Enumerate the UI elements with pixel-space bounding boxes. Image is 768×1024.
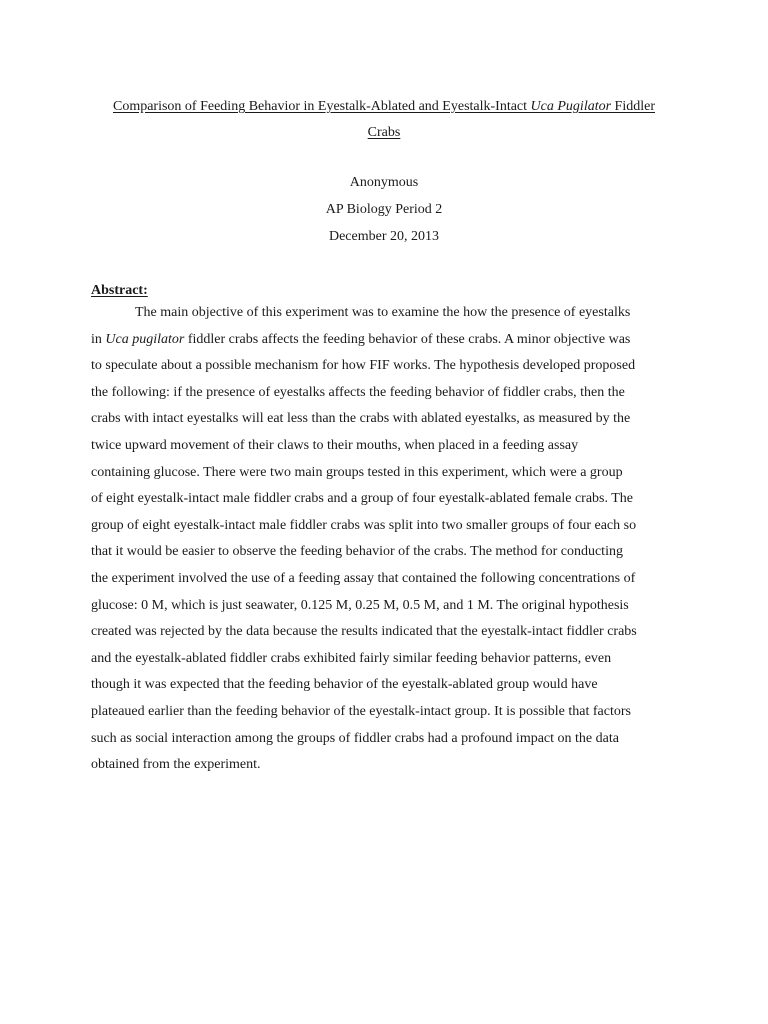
abstract-line: though it was expected that the feeding behavior of the eyestalk-ablated group would have (91, 677, 598, 693)
abstract-line: obtained from the experiment. (91, 757, 261, 773)
abstract-line: such as social interaction among the groups of fiddler crabs had a profound impact on the data (91, 730, 619, 746)
abstract-line: glucose: 0 M, which is just seawater, 0.125 M, 0.25 M, 0.5 M, and 1 M. The original hypothesis (91, 597, 629, 613)
abstract-heading: Abstract: (91, 283, 148, 298)
abstract-line: the experiment involved the use of a feeding assay that contained the following concentrations of (91, 571, 636, 586)
course-name: AP Biology Period 2 (325, 202, 443, 217)
abstract-line: and the eyestalk-ablated fiddler crabs exhibited fairly similar feeding behavior patterns, even (91, 650, 612, 666)
paper-title (80, 94, 688, 146)
abstract-line: plateaued earlier than the feeding behavior of the eyestalk-intact group. It is possible that factors (91, 704, 631, 719)
author-name: Anonymous (349, 175, 419, 190)
species-name: Uca pugilator (105, 331, 185, 347)
title-line-2: Crabs (367, 125, 401, 140)
title-text-end: Fiddler (611, 99, 655, 114)
abstract-line: twice upward movement of their claws to their mouths, when placed in a feeding assay (91, 438, 579, 453)
abstract-line: crabs with intact eyestalks will eat less than the crabs with ablated eyestalks, as measured by the (91, 411, 631, 427)
paper-date: December 20, 2013 (328, 229, 440, 244)
abstract-line: the following: if the presence of eyestalks affects the feeding behavior of fiddler crabs, then the (91, 384, 625, 400)
abstract-line: containing glucose. There were two main groups tested in this experiment, which were a group (91, 464, 623, 480)
abstract-line: that it would be easier to observe the feeding behavior of the crabs. The method for conducting (91, 544, 623, 560)
abstract-line: created was rejected by the data because the results indicated that the eyestalk-intact fiddler crabs (91, 624, 637, 640)
abstract-line: The main objective of this experiment was to examine the how the presence of eyestalks (135, 305, 631, 320)
abstract-line: in Uca pugilator fiddler crabs affects the feeding behavior of these crabs. A minor objective was (91, 331, 631, 347)
title-text: Comparison of Feeding Behavior in Eyestalk-Ablated and Eyestalk-Intact (112, 99, 531, 114)
abstract-line: of eight eyestalk-intact male fiddler crabs and a group of four eyestalk-ablated female crabs. The (91, 491, 634, 507)
abstract-line: to speculate about a possible mechanism for how FIF works. The hypothesis developed proposed (91, 358, 636, 374)
abstract-line: group of eight eyestalk-intact male fiddler crabs was split into two smaller groups of four each so (91, 517, 637, 533)
title-species: Uca Pugilator (530, 99, 612, 114)
